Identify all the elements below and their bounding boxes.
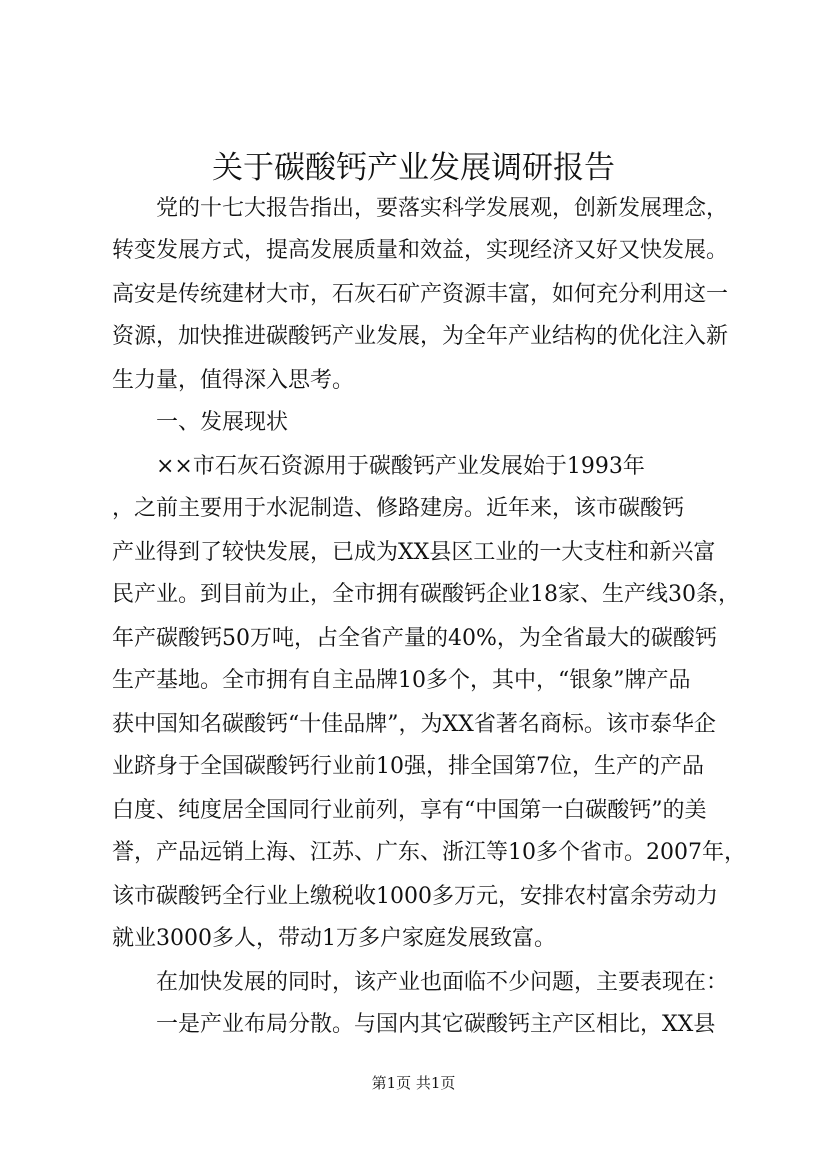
body-line: 该市碳酸钙全行业上缴税收1000多万元，安排农村富余劳动力	[112, 884, 718, 909]
body-line: 党的十七大报告指出，要落实科学发展观，创新发展理念，	[112, 196, 729, 221]
body-line: 生产基地。全市拥有自主品牌10多个，其中，“银象”牌产品	[112, 668, 691, 693]
body-line: 产业得到了较快发展，已成为XX县区工业的一大支柱和新兴富	[112, 540, 716, 565]
body-line: 在加快发展的同时，该产业也面临不少问题，主要表现在：	[112, 970, 729, 995]
body-line: 一是产业布局分散。与国内其它碳酸钙主产区相比，XX县	[112, 1012, 716, 1037]
body-line: 誉，产品远销上海、江苏、广东、浙江等10多个省市。2007年，	[112, 840, 746, 865]
document-title: 关于碳酸钙产业发展调研报告	[212, 150, 615, 186]
body-line: ××市石灰石资源用于碳酸钙产业发展始于1993年	[112, 454, 645, 479]
body-line: 生力量，值得深入思考。	[112, 368, 355, 393]
body-line: 资源，加快推进碳酸钙产业发展，为全年产业结构的优化注入新	[112, 324, 729, 349]
body-line: 业跻身于全国碳酸钙行业前10强，排全国第7位，生产的产品	[112, 754, 704, 779]
body-line: 年产碳酸钙50万吨，占全省产量的40%，为全省最大的碳酸钙	[112, 626, 717, 651]
body-line: 就业3000多人，带动1万多户家庭发展致富。	[112, 926, 556, 951]
section-heading: 一、发展现状	[112, 410, 289, 435]
body-line: 获中国知名碳酸钙“十佳品牌”，为XX省著名商标。该市泰华企	[112, 712, 716, 737]
body-line: 高安是传统建材大市，石灰石矿产资源丰富，如何充分利用这一	[112, 282, 729, 307]
body-line: 民产业。到目前为止，全市拥有碳酸钙企业18家、生产线30条，	[112, 582, 740, 607]
body-line: ，之前主要用于水泥制造、修路建房。近年来，该市碳酸钙	[112, 496, 685, 521]
body-line: 转变发展方式，提高发展质量和效益，实现经济又好又快发展。	[112, 238, 729, 263]
page-footer: 第1页 共1页	[371, 1074, 456, 1092]
body-line: 白度、纯度居全国同行业前列，享有“中国第一白碳酸钙”的美	[112, 798, 707, 823]
